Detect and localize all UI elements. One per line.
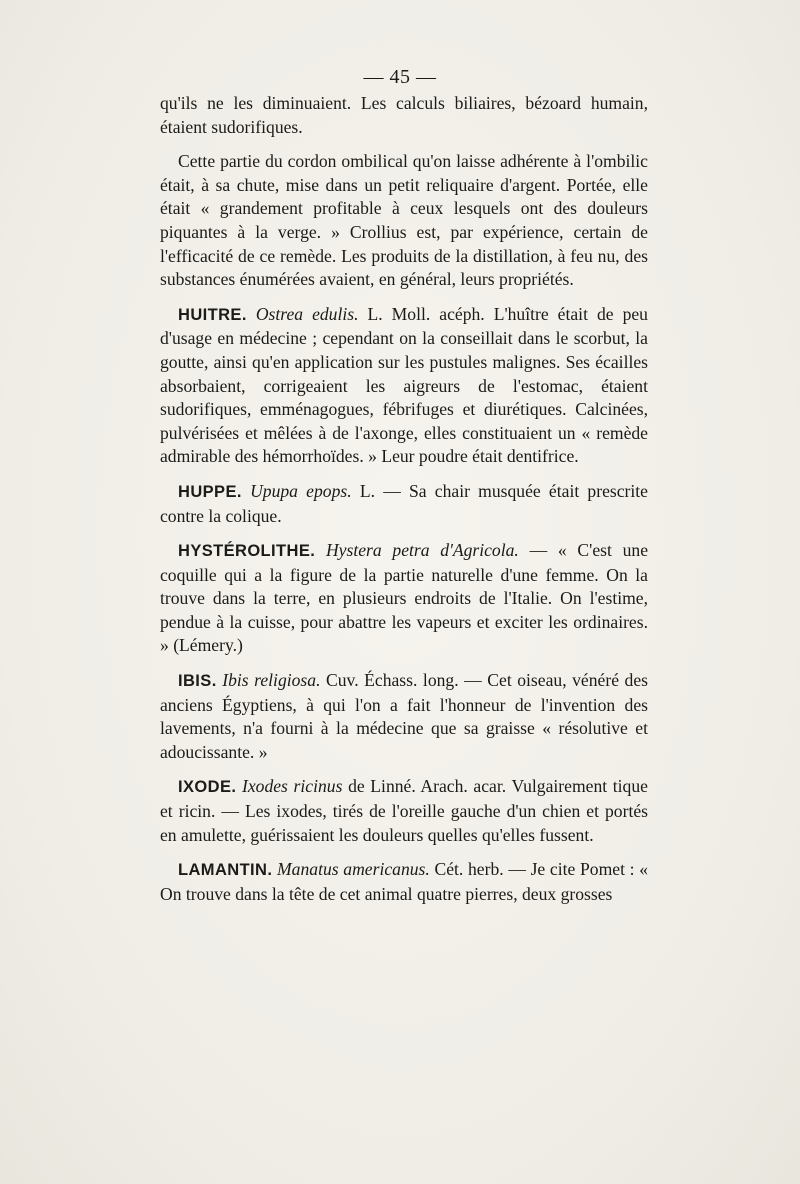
entry-latin-name: Hystera petra d'Agricola. <box>325 540 519 561</box>
entry-latin-name: Ostrea edulis. <box>255 303 359 324</box>
entry-heading: HUITRE. <box>178 305 247 324</box>
page-number: — 45 — <box>363 66 437 88</box>
entry-latin-name: Ixodes ricinus <box>241 776 343 797</box>
entry-latin-name: Manatus americanus. <box>277 859 430 880</box>
entry-heading: LAMANTIN. <box>178 861 273 880</box>
entry-ibis <box>160 669 648 764</box>
entry-heading: IXODE. <box>178 778 237 797</box>
entry-text: Cét. herb. — Je cite Pomet : « On trouve dans la tête de cet animal quatre pierres, deux grosses <box>160 859 648 904</box>
entry-text: de Linné. Arach. acar. Vulgairement tique et ricin. — Les ixodes, tirés de l'oreille gauche d'un chien et portés en amulette, guérissaient les douleurs quelles qu'elles fussent. <box>160 776 648 845</box>
entry-heading: IBIS. <box>178 672 217 691</box>
entry-ixode <box>160 775 648 847</box>
entry-hysterolithe <box>160 539 648 658</box>
entry-text: L. Moll. acéph. L'huître était de peu d'usage en médecine ; cependant on la conseillait dans le scorbut, la goutte, ainsi qu'en application sur les pustules malignes. Ses écailles absorbaient, corrigeaient les aigreurs de l'estomac, étaient sudorifiques, emménagogues, fébrifuges et diurétiques. Calcinées, pulvérisées et mêlées à de l'axonge, elles constituaient un « remède admirable des hémorrhoïdes. » Leur poudre était dentifrice. <box>160 303 648 467</box>
entry-text: L. — Sa chair musquée était prescrite contre la colique. <box>160 480 648 526</box>
entry-huitre <box>160 303 648 469</box>
body-text <box>160 92 648 917</box>
entry-latin-name: Upupa epops. <box>250 480 352 501</box>
entry-heading: HYSTÉROLITHE. <box>178 542 316 561</box>
entry-huppe <box>160 480 648 528</box>
entry-lamantin <box>160 858 648 906</box>
entry-text: Cuv. Échass. long. — Cet oiseau, vénéré des anciens Égyptiens, à qui l'on a fait l'honneur de l'invention des lavements, n'a fourni à la médecine que sa graisse « résolutive et adoucissante. » <box>160 670 648 762</box>
paragraph-cordon-ombilical: Cette partie du cordon ombilical qu'on laisse adhérente à l'ombilic était, à sa chute, mise dans un petit reliquaire d'argent. Portée, elle était « grandement profitable à ceux lesquels ont des douleurs piquantes à la verge. » Crollius est, par expérience, certain de l'efficacité de ce remède. Les produits de la distillation, à feu nu, des substances énumérées avaient, en général, leurs propriétés. <box>160 151 648 290</box>
entry-latin-name: Ibis religiosa. <box>222 670 321 691</box>
entry-heading: HUPPE. <box>178 482 242 501</box>
entry-text: — « C'est une coquille qui a la figure de la partie naturelle d'une femme. On la trouve dans la terre, en plusieurs endroits de l'Italie. On l'estime, pendue à la cuisse, pour abattre les vapeurs et exciter les ordinaires. » (Lémery.) <box>160 540 649 656</box>
paragraph-continuation: qu'ils ne les diminuaient. Les calculs biliaires, bézoard humain, étaient sudorifiques. <box>160 93 648 137</box>
